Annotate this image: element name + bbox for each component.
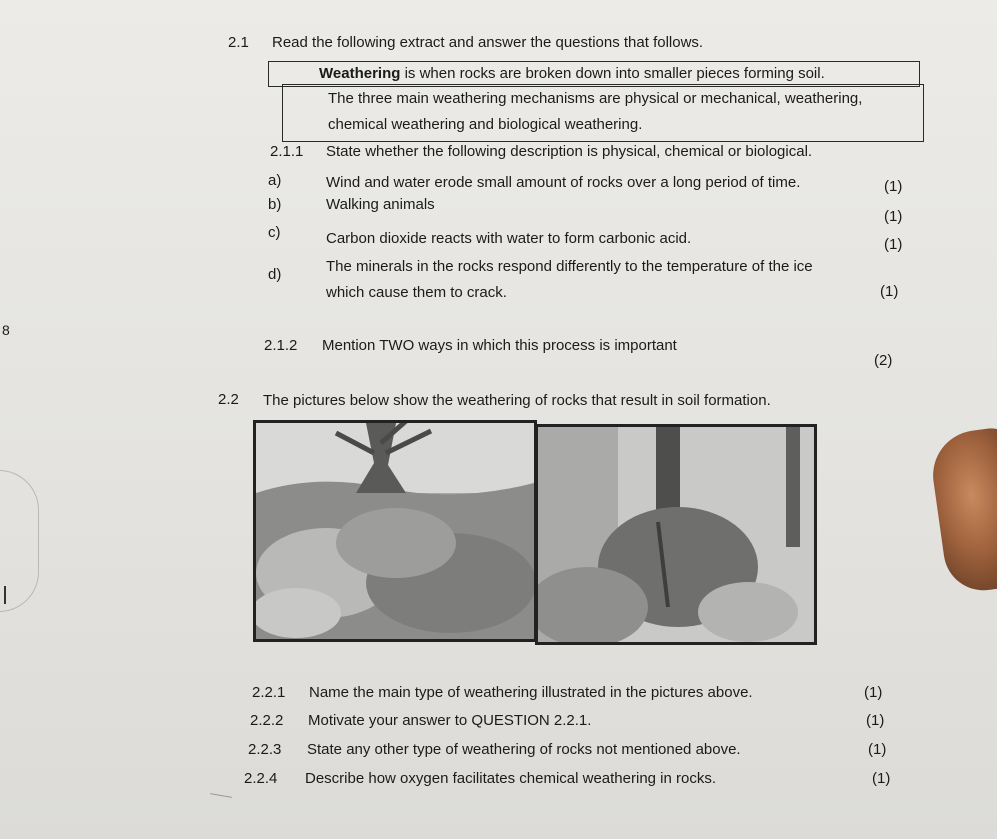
question-2-2-4-text: Describe how oxygen facilitates chemical weathering in rocks. [305,770,717,787]
question-2-2-intro: The pictures below show the weathering of rocks that result in soil formation. [263,392,771,409]
question-2-2-3-number: 2.2.3 [248,741,282,758]
stray-pen-mark [210,793,232,798]
item-b-text: Walking animals [326,196,435,213]
extract-line-1 [319,65,825,82]
question-2-2-2-text: Motivate your answer to QUESTION 2.2.1. [308,712,592,729]
right-photo-illustration [538,427,814,642]
extract-keyword: Weathering is when rocks are broken down into smaller pieces forming soil. [319,65,825,82]
item-b-letter: b) [268,196,282,213]
item-d-mark: (1) [880,283,899,300]
margin-curve [0,470,39,612]
margin-page-number: 8 [2,322,10,338]
item-d-letter: d) [268,266,282,283]
extract-line-2: The three main weathering mechanisms are physical or mechanical, weathering, [328,90,863,107]
question-2-1-intro: Read the following extract and answer the questions that follows. [272,34,704,51]
item-d-text: The minerals in the rocks respond differently to the temperature of the ice [326,258,813,275]
question-2-2-3-text: State any other type of weathering of rocks not mentioned above. [307,741,741,758]
question-2-2-3-mark: (1) [868,741,887,758]
item-a-letter: a) [268,172,282,189]
question-2-1-2-text: Mention TWO ways in which this process is important [322,337,677,354]
question-2-2-1-text: Name the main type of weathering illustrated in the pictures above. [309,684,753,701]
question-2-2-2-mark: (1) [866,712,885,729]
item-c-letter: c) [268,224,281,241]
question-2-2-1-number: 2.2.1 [252,684,286,701]
item-a-text: Wind and water erode small amount of rocks over a long period of time. [326,174,801,191]
question-2-1-1-number: 2.1.1 [270,143,304,160]
item-b-mark: (1) [884,208,903,225]
item-c-mark: (1) [884,236,903,253]
question-2-2-2-number: 2.2.2 [250,712,284,729]
question-2-1-2-number: 2.1.2 [264,337,298,354]
right-weathering-photo [535,424,817,645]
extract-line-3: chemical weathering and biological weathering. [328,116,643,133]
question-2-1-2-mark: (2) [874,352,893,369]
thumb-obstruction [927,425,997,596]
question-2-2-4-mark: (1) [872,770,891,787]
item-d-text-line2: which cause them to crack. [326,284,507,301]
question-2-2-number: 2.2 [218,391,239,408]
left-photo-illustration [256,423,534,639]
question-2-2-4-number: 2.2.4 [244,770,278,787]
item-a-mark: (1) [884,178,903,195]
question-2-1-number: 2.1 [228,34,249,51]
question-2-2-1-mark: (1) [864,684,883,701]
item-c-text: Carbon dioxide reacts with water to form carbonic acid. [326,230,692,247]
question-2-1-1-text: State whether the following description is physical, chemical or biological. [326,143,813,160]
left-weathering-photo [253,420,537,642]
